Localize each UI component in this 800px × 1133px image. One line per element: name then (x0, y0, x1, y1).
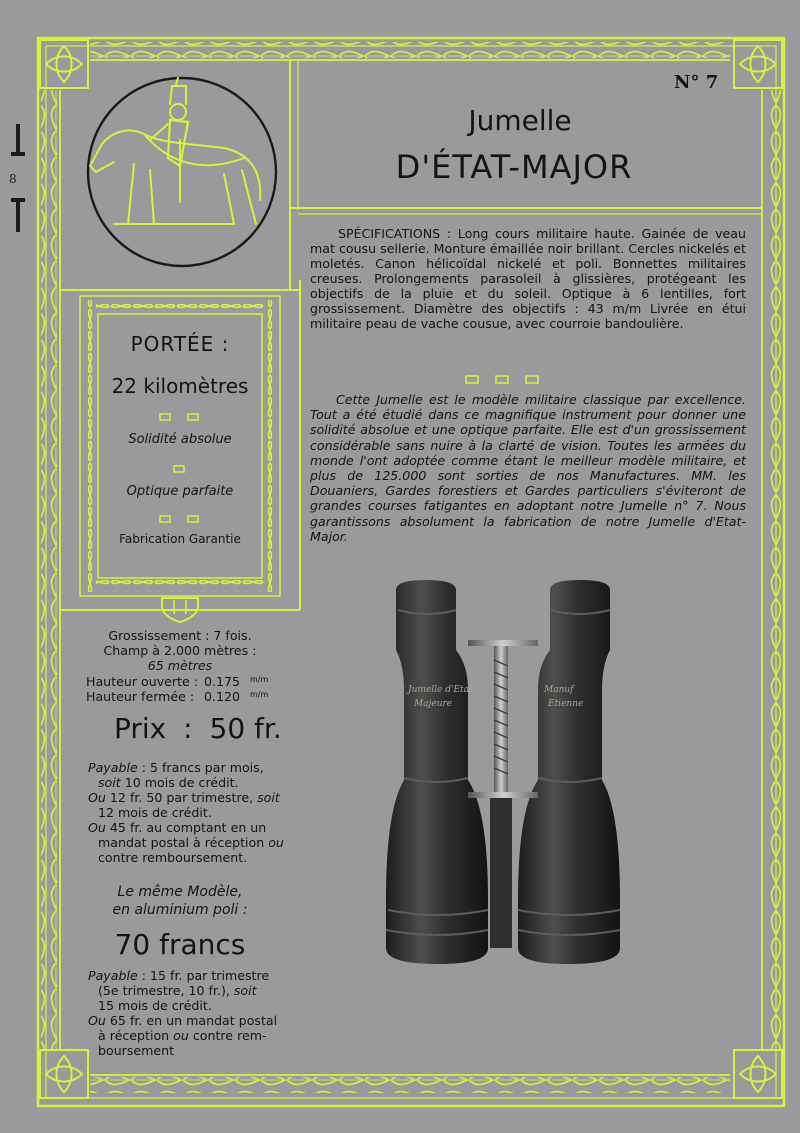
aluminium-payment: Payable : 15 fr. par trimestre (5e trimestre, 10 fr.), soit 15 mois de crédit. Ou 65 fr. en un mandat postal à réception ou contre rem- boursement (88, 968, 278, 1058)
inscription-right-1: Manuf (544, 685, 574, 695)
specifications-paragraph (310, 226, 746, 331)
inscription-right-2: Etienne (548, 699, 584, 709)
side-page-number: 8 (9, 172, 17, 186)
catalog-number: N° 7 (674, 72, 719, 93)
magnification-line: Grossissement : 7 fois. (108, 628, 252, 643)
aluminium-price: 70 francs (114, 928, 246, 961)
field-line: Champ à 2.000 mètres : (103, 643, 257, 658)
feature-solidity: Solidité absolue (128, 432, 232, 447)
range-title: PORTÉE : (130, 332, 230, 356)
height-open-value: 0.175 (204, 674, 241, 689)
height-open-label: Hauteur ouverte : (86, 674, 199, 689)
inscription-left-2: Majeure (414, 699, 453, 709)
specifications-label: SPÉCIFICATIONS (338, 226, 441, 241)
medallion (84, 74, 280, 270)
height-closed-unit: m/m (250, 690, 269, 699)
height-open-unit: m/m (250, 675, 269, 684)
payment-terms: Payable : 5 francs par mois, soit 10 mois de crédit. Ou 12 fr. 50 par trimestre, soit 12 mois de crédit. Ou 45 fr. au comptant en un mandat postal à réception ou contre remboursement. (88, 760, 284, 865)
description-text: Cette Jumelle est le modèle militaire classique par excellence. Tout a été étudié dans ce magnifique instrument pour donner une solidité absolue et une optique parfaite. Elle est d'un grossissement considérable sans nuire à la clarté de vision. Toutes les armées du monde l'ont adoptée comme étant le meilleur modèle militaire, et plus de 125.000 sont sorties de nos Manufactures. MM. les Douaniers, Gardes forestiers et Gardes particuliers s'éviteront de grandes courses fatigantes en adoptant notre Jumelle n° 7. Nous garantissons absolument la fabrication de notre Jumelle d'Etat-Major. (310, 392, 746, 544)
product-title-line1: Jumelle (468, 104, 572, 137)
height-open-line (86, 674, 306, 689)
aluminium-line2: en aluminium poli : (112, 902, 248, 918)
aluminium-line1: Le même Modèle, (117, 884, 243, 900)
height-closed-label: Hauteur fermée : (86, 689, 195, 704)
range-distance: 22 kilomètres (111, 374, 249, 398)
price-colon: : (183, 712, 193, 745)
binoculars-icon (368, 580, 778, 965)
price-value: 50 fr. (209, 712, 282, 745)
price-label: Prix (114, 712, 167, 745)
specifications-text: : Long cours militaire haute. Gainée de veau mat cousu sellerie. Monture émaillée noir brillant. Cercles nickelés et moletés. Canon hélicoïdal nickelé et poli. Bonnettes militaires creuses. Prolongements parasoleil à glissières, protégeant les objectifs de la pluie et du soleil. Optique à 6 lentilles, fort grossissement. Diamètre des objectifs : 43 m/m Livrée en étui militaire peau de vache cousue, avec courroie bandoulière. (310, 226, 746, 331)
binoculars-photo (368, 580, 778, 965)
feature-warranty: Fabrication Garantie (119, 532, 241, 546)
height-closed-value: 0.120 (204, 689, 241, 704)
price-line (114, 712, 294, 745)
field-value: 65 mètres (147, 658, 213, 673)
description-paragraph (310, 392, 746, 544)
product-title-line2: D'ÉTAT-MAJOR (395, 148, 633, 186)
inscription-left-1: Jumelle d'Etat (408, 685, 473, 695)
feature-optics: Optique parfaite (126, 484, 234, 499)
height-closed-line (86, 689, 306, 704)
